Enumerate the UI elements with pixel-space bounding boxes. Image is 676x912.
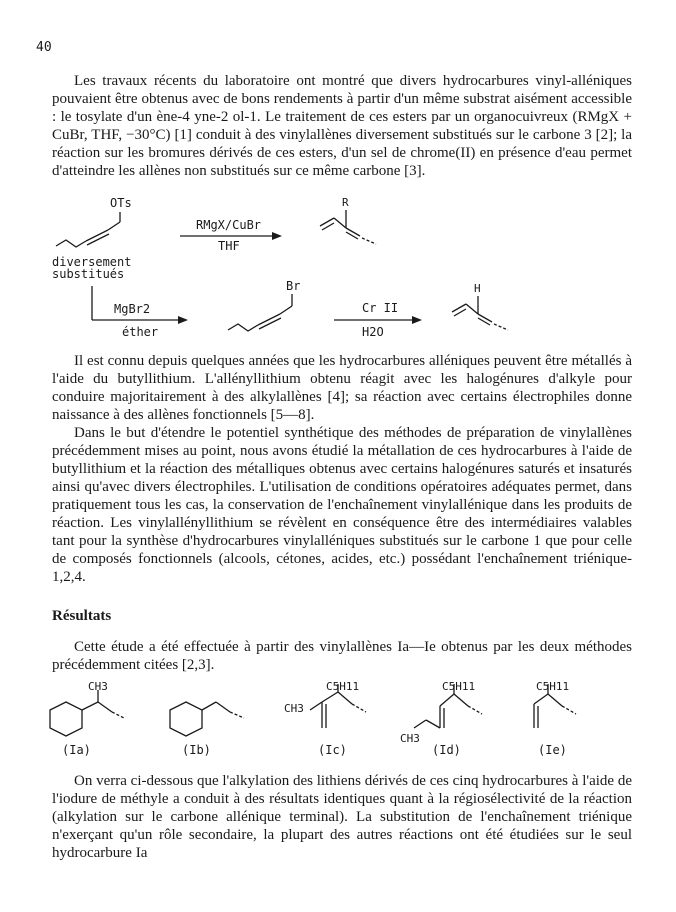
results-paragraph-1: Cette étude a été effectuée à partir des vinylallènes Ia—Ie obtenus par les deux méthodes précédemment citées [2,3].	[52, 639, 632, 673]
compound-ia-label: (Ia)	[62, 743, 91, 757]
compound-ic-substituent: C5H11	[326, 682, 360, 693]
arrow-1-reagent-bottom: THF	[218, 239, 240, 253]
arrow-2-reagent-bottom: éther	[122, 325, 159, 339]
compound-id-extra: CH3	[400, 732, 420, 745]
compound-ia-structure	[50, 690, 124, 736]
body-paragraph-1: Il est connu depuis quelques années que les hydrocarbures alléniques peuvent être métallés à l'aide du butyllithium. L'allényllithium obtenu réagit avec les halogénures d'alkyle pour conduire majoritairement à des alkylallènes [4]; sa réaction avec certains électrophiles donne naissance à des allènes fonctionnels [5—8].	[52, 353, 632, 423]
product-1-structure	[320, 210, 376, 244]
compound-ic-label: (Ic)	[318, 743, 347, 757]
compound-id-label: (Id)	[432, 743, 461, 757]
results-conclusion	[52, 772, 632, 862]
compound-ia-substituent: CH3	[88, 682, 108, 693]
arrow-3-reagent-top: Cr II	[362, 301, 399, 315]
results-heading: Résultats	[52, 608, 112, 624]
product-2-structure	[452, 296, 508, 330]
body-paragraph-2: Dans le but d'étendre le potentiel synthétique des méthodes de préparation de vinylallènes précédemment mises au point, nous avons étudié la métallation de ces hydrocarbures à l'aide de butyllithium et la réaction des métalliques obtenus avec certains halogénures saturés et insaturés ainsi qu'avec divers électrophiles. L'utilisation de conditions opératoires adéquates permet, dans pratiquement tous les cas, la conservation de l'enchaînement vinylallénique dans les produits de réaction. Les vinylallényllithium se révèlent en conséquence être des intermédiaires valables tant pour la synthèse d'hydrocarbures vinylalléniques substitués sur le carbone 1 que pour celle de composés fonctionnels (alcools, cétones, acides, etc.) possédant l'enchaînement triénique-1,2,4.	[52, 425, 632, 585]
results-paragraph-2: On verra ci-dessous que l'alkylation des lithiens dérivés de ces cinq hydrocarbures à l'aide de l'iodure de méthyle a conduit à des résultats identiques quant à la régiosélectivité de la réaction (alkylation sur le carbone allénique terminal). La substitution de l'enchaînement triénique n'exerçant qu'un rôle secondaire, la plupart des autres réactions ont été étudiées sur le seul hydrocarbure Ia	[52, 773, 632, 861]
substrate-caption-line1: diversement	[52, 255, 132, 269]
product-1-substituent: R	[342, 196, 349, 209]
reaction-scheme	[0, 190, 676, 350]
compound-structures	[0, 682, 676, 762]
body-section	[52, 352, 632, 586]
page-number: 40	[36, 40, 52, 55]
compound-id-substituent: C5H11	[442, 682, 476, 693]
substrate-structure	[56, 212, 120, 247]
product-2-substituent: H	[474, 282, 481, 295]
results-intro	[52, 638, 632, 674]
substrate-group: OTs	[110, 196, 132, 210]
arrow-1-reagent-top: RMgX/CuBr	[196, 218, 262, 232]
intro-paragraph: Les travaux récents du laboratoire ont montré que divers hydrocarbures vinyl-alléniques pouvaient être obtenus avec de bons rendements à partir d'un même substrat aisément accessible : le tosylate d'un ène-4 yne-2 ol-1. Le traitement de ces esters par un organocuivreux (RMgX + CuBr, THF, −30°C) [1] conduit à des vinylallènes diversement substitués sur le carbone 3 [2]; la réaction sur les bromures dérivés de ces esters, d'un sel de chrome(II) en présence d'eau permet d'atteindre les allènes non substitués sur ce même carbone [3].	[52, 73, 632, 179]
bromide-structure	[228, 294, 292, 331]
arrow-3	[334, 316, 422, 324]
compound-ie-label: (Ie)	[538, 743, 567, 757]
intro-section	[52, 72, 632, 180]
compound-ib-structure	[170, 702, 244, 736]
bromide-group: Br	[286, 279, 301, 293]
compound-ic-extra: CH3	[284, 702, 304, 715]
compound-ib-label: (Ib)	[182, 743, 211, 757]
arrow-2-reagent-top: MgBr2	[114, 302, 151, 316]
substrate-caption-line2: substitués	[52, 267, 125, 281]
arrow-3-reagent-bottom: H2O	[362, 325, 384, 339]
compound-ie-substituent: C5H11	[536, 682, 570, 693]
